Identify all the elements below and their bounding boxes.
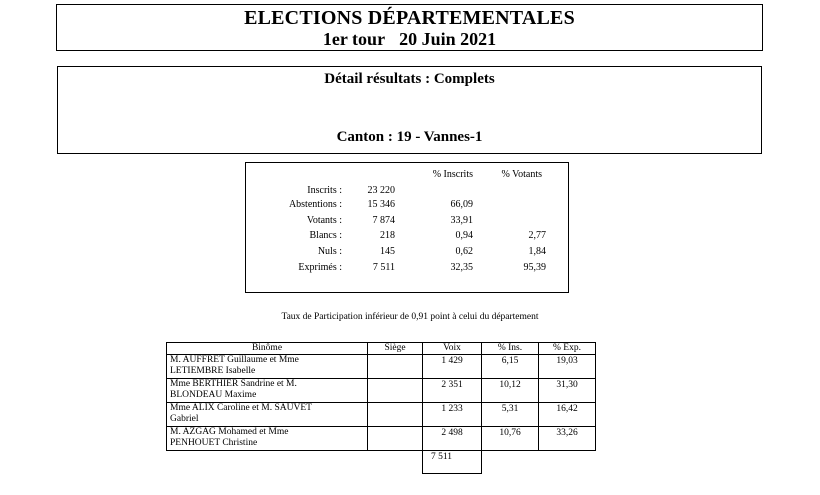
total-spacer <box>482 451 539 474</box>
voix-cell: 1 429 <box>423 355 482 379</box>
stat-pct-votants: 2,77 <box>528 230 546 241</box>
stat-row-votants <box>246 215 568 227</box>
binome-cell <box>167 403 368 427</box>
canton-label: Canton : 19 - Vannes-1 <box>336 129 483 145</box>
stat-row-blancs <box>246 230 568 242</box>
pct-exp-cell: 19,03 <box>539 355 596 379</box>
pct-exp-cell: 31,30 <box>539 379 596 403</box>
stat-value: 15 346 <box>367 199 395 210</box>
table-row <box>167 355 596 379</box>
header-pct-exp: % Exp. <box>539 343 596 355</box>
election-date: 20 Juin 2021 <box>399 29 497 49</box>
total-row <box>167 451 596 474</box>
pct-exp-cell: 16,42 <box>539 403 596 427</box>
stat-value: 145 <box>380 246 395 257</box>
binome-line: M. AUFFRET Guillaume et Mme <box>170 355 299 365</box>
siege-cell <box>368 355 423 379</box>
round-label: 1er tour <box>322 29 386 49</box>
col-inscrits-header: % Inscrits <box>432 169 473 180</box>
pct-ins-cell: 5,31 <box>482 403 539 427</box>
stats-header <box>246 169 568 181</box>
voix-cell: 2 498 <box>423 427 482 451</box>
table-row <box>167 427 596 451</box>
binome-line: PENHOUET Christine <box>170 438 258 448</box>
detail-box <box>57 66 762 154</box>
table-row <box>167 403 596 427</box>
total-spacer <box>167 451 368 474</box>
stat-pct-votants: 95,39 <box>523 262 546 273</box>
page-title: ELECTIONS DÉPARTEMENTALES <box>244 7 575 29</box>
binome-line: M. AZGAG Mohamed et Mme <box>170 427 289 437</box>
siege-cell <box>368 427 423 451</box>
col-votants-header: % Votants <box>501 169 542 180</box>
participation-note: Taux de Participation inférieur de 0,91 point à celui du département <box>281 312 539 322</box>
binome-line: BLONDEAU Maxime <box>170 390 257 400</box>
stat-label: Inscrits : <box>307 185 342 196</box>
stat-label: Nuls : <box>317 246 342 257</box>
stat-label: Abstentions : <box>288 199 342 210</box>
voix-cell: 1 233 <box>423 403 482 427</box>
header-binome: Binôme <box>167 343 368 355</box>
pct-ins-cell: 6,15 <box>482 355 539 379</box>
results-table <box>166 342 596 474</box>
header-pct-ins: % Ins. <box>482 343 539 355</box>
detail-label: Détail résultats : Complets <box>324 71 495 87</box>
stat-row-nuls <box>246 246 568 258</box>
title-box <box>56 4 763 51</box>
stat-pct-votants: 1,84 <box>528 246 546 257</box>
binome-cell <box>167 427 368 451</box>
total-spacer <box>368 451 423 474</box>
stat-value: 7 874 <box>372 215 395 226</box>
results-header-row <box>167 343 596 355</box>
stat-value: 218 <box>380 230 395 241</box>
header-siege: Siège <box>368 343 423 355</box>
stat-pct-inscrits: 33,91 <box>450 215 473 226</box>
stat-pct-inscrits: 0,94 <box>455 230 473 241</box>
binome-line: LETIEMBRE Isabelle <box>170 366 256 376</box>
siege-cell <box>368 403 423 427</box>
siege-cell <box>368 379 423 403</box>
stat-value: 7 511 <box>372 262 395 273</box>
pct-ins-cell: 10,12 <box>482 379 539 403</box>
table-row <box>167 379 596 403</box>
binome-cell <box>167 355 368 379</box>
round-line <box>57 29 762 49</box>
binome-line: Mme ALIX Caroline et M. SAUVET <box>170 403 312 413</box>
stat-pct-inscrits: 66,09 <box>450 199 473 210</box>
stat-label: Exprimés : <box>298 262 342 273</box>
stat-pct-inscrits: 32,35 <box>450 262 473 273</box>
binome-line: Gabriel <box>170 414 199 424</box>
stat-row-inscrits <box>246 185 568 197</box>
stats-box <box>245 162 569 293</box>
total-spacer <box>539 451 596 474</box>
header-voix: Voix <box>423 343 482 355</box>
total-voix-cell: 7 511 <box>423 451 482 474</box>
stat-label: Blancs : <box>309 230 342 241</box>
binome-cell <box>167 379 368 403</box>
stat-value: 23 220 <box>367 185 395 196</box>
pct-ins-cell: 10,76 <box>482 427 539 451</box>
voix-cell: 2 351 <box>423 379 482 403</box>
stat-row-abstentions <box>246 199 568 211</box>
binome-line: Mme BERTHIER Sandrine et M. <box>170 379 297 389</box>
stat-row-exprimes <box>246 262 568 274</box>
pct-exp-cell: 33,26 <box>539 427 596 451</box>
stat-pct-inscrits: 0,62 <box>455 246 473 257</box>
stat-label: Votants : <box>306 215 342 226</box>
